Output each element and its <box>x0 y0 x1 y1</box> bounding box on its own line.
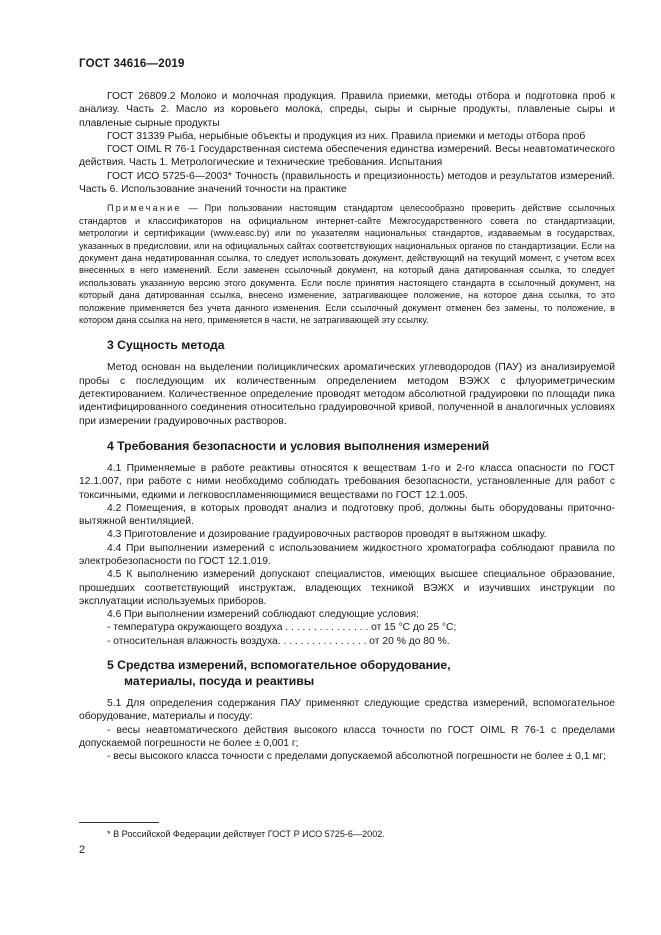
clause-4-2: 4.2 Помещения, в которых проводят анализ и подготовку проб, должны быть оборудованы приточно-вытяжной вентиляцией. <box>79 502 615 528</box>
clause-4-5: 4.5 К выполнению измерений допускают специалистов, имеющих высшее специальное образование, прошедших соответствующий инструктаж, владеющих техникой ВЭЖХ и изучивших инструкции по эксплуатации используемых приборов. <box>79 569 615 607</box>
note-paragraph <box>79 202 615 326</box>
section-5-heading-line2: материалы, посуда и реактивы <box>124 674 315 689</box>
reference-gost-oiml-r76-1: ГОСТ OIML R 76-1 Государственная система обеспечения единства измерений. Весы неавтоматического действия. Часть 1. Метрологические и технические требования. Испытания <box>79 144 615 169</box>
note-text: — При пользовании настоящим стандартом целесообразно проверить действие ссылочных стандартов и классификаторов на официальном интернет-сайте Межгосударственного совета по стандартизации, метрологии и сертификации (www.easc.by) или по указателям национальных стандартов, издаваемым в государствах, указанных в предисловии, или на официальных сайтах соответствующих национальных органов по стандартизации. Если на документ дана недатированная ссылка, то следует использовать документ, действующий на текущий момент, с учетом всех внесенных в него изменений. Если заменен ссылочный документ, на который дана датированная ссылка, то следует использовать указанную версию этого документа. Если после принятия настоящего стандарта в ссылочный документ, на который дана датированная ссылка, внесено изменение, затрагивающее положение, на которое дана ссылка, то это положение применяется без учета данного изменения. Если ссылочный документ отменен без замены, то положение, в котором дана ссылка на него, применяется в части, не затрагивающей эту ссылку. <box>79 203 615 326</box>
clause-4-1: 4.1 Применяемые в работе реактивы относятся к веществам 1-го и 2-го класса опасности по ГОСТ 12.1.007, при работе с ними необходимо соблюдать требования безопасности, установленные для работ с токсичными, едкими и легковоспламеняющимися веществами по ГОСТ 12.1.005. <box>79 462 615 501</box>
page-number: 2 <box>79 844 86 856</box>
reference-gost-26809-2: ГОСТ 26809.2 Молоко и молочная продукция. Правила приемки, методы отбора и подготовка проб к анализу. Часть 2. Масло из коровьего молока, спреды, сыры и сырные продукты, плавленые сыры и плавленые сырные продукты <box>79 91 615 129</box>
reference-gost-iso-5725-6: ГОСТ ИСО 5725-6—2003* Точность (правильность и прецизионность) методов и результатов измерений. Часть 6. Использование значений точности на практике <box>79 170 615 196</box>
condition-humidity: - относительная влажность воздуха. . . . . . . . . . . . . . . . от 20 % до 80 %. <box>107 635 450 647</box>
clause-4-6: 4.6 При выполнении измерений соблюдают следующие условия: <box>107 609 419 621</box>
section-5-heading <box>79 657 615 689</box>
equipment-item-scales-oiml: - весы неавтоматического действия высокого класса точности по ГОСТ OIML R 76-1 с пределами допускаемой погрешности не более ± 0,001 г; <box>79 724 615 749</box>
clause-4-3: 4.3 Приготовление и дозирование градуировочных растворов проводят в вытяжном шкафу. <box>107 529 547 541</box>
standard-code-header: ГОСТ 34616—2019 <box>79 58 185 70</box>
section-3-text: Метод основан на выделении полициклических ароматических углеводородов (ПАУ) из анализируемой пробы с последующим их количественным определением методом ВЭЖХ с флуориметрическим детектированием. Количественное определение проводят методом абсолютной градуировки по площади пика идентифицированного соединения относительно градуировочной кривой, полученной в аналогичных условиях при измерении градуировочных растворов. <box>79 362 615 427</box>
section-5-heading-line1: 5 Средства измерений, вспомогательное оборудование, <box>107 658 451 673</box>
reference-gost-31339: ГОСТ 31339 Рыба, нерыбные объекты и продукция из них. Правила приемки и методы отбора проб <box>107 130 586 142</box>
note-label: Примечание <box>107 203 182 214</box>
clause-5-1: 5.1 Для определения содержания ПАУ применяют следующие средства измерений, вспомогательное оборудование, материалы и посуду: <box>79 698 615 723</box>
page-content <box>79 90 615 764</box>
section-3-heading: 3 Сущность метода <box>107 338 225 353</box>
footnote: * В Российской Федерации действует ГОСТ Р ИСО 5725-6—2002. <box>107 829 385 839</box>
condition-temperature: - температура окружающего воздуха . . . . . . . . . . . . . . . от 15 °С до 25 °С; <box>107 622 457 634</box>
footnote-divider <box>79 822 159 823</box>
clause-4-4: 4.4 При выполнении измерений с использованием жидкостного хроматографа соблюдают правила по электробезопасности по ГОСТ 12.1.019. <box>79 542 615 567</box>
equipment-item-scales-high-accuracy: - весы высокого класса точности с пределами допускаемой абсолютной погрешности не более ± 0,1 мг; <box>107 751 606 763</box>
section-4-heading: 4 Требования безопасности и условия выполнения измерений <box>107 438 490 453</box>
